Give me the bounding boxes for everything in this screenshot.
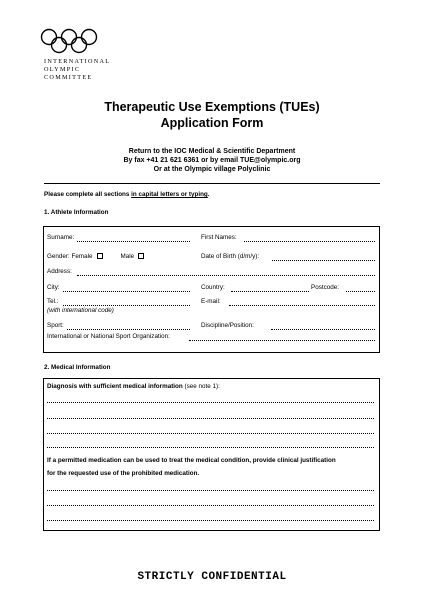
address-label: Address:: [47, 268, 72, 275]
first-names-label: First Names:: [201, 234, 237, 241]
sport-label: Sport:: [47, 322, 64, 329]
instructions: [44, 191, 210, 199]
org-name-line3: COMMITTEE: [44, 74, 93, 82]
diagnosis-line[interactable]: [47, 418, 374, 419]
sport-field[interactable]: [67, 329, 190, 330]
postcode-field[interactable]: [346, 291, 375, 292]
form-subtitle: Application Form: [160, 116, 264, 130]
olympic-rings-logo: [40, 28, 98, 54]
justification-line[interactable]: [47, 520, 374, 521]
sport-org-field[interactable]: [189, 340, 375, 341]
female-checkbox[interactable]: [97, 253, 103, 259]
section2-heading: 2. Medical Information: [44, 364, 111, 371]
diagnosis-label: [47, 383, 220, 391]
diagnosis-bold: Diagnosis with sufficient medical information: [47, 383, 183, 390]
justification-line2: for the requested use of the prohibited medication.: [47, 470, 200, 477]
email-label: E-mail:: [201, 298, 221, 305]
gender-male-label: Male: [120, 253, 135, 260]
discipline-label: Discipline/Position:: [201, 322, 254, 329]
country-label: Country:: [201, 284, 225, 291]
tel-label: Tel.:: [47, 298, 59, 305]
discipline-field[interactable]: [271, 329, 375, 330]
city-field[interactable]: [63, 291, 190, 292]
postcode-label: Postcode:: [311, 284, 340, 291]
gender-row: [47, 253, 144, 261]
instructions-emphasis: in capital letters or typing: [131, 191, 208, 198]
country-field[interactable]: [231, 291, 309, 292]
dob-field[interactable]: [272, 260, 375, 261]
confidential-footer: STRICTLY CONFIDENTIAL: [137, 571, 287, 583]
athlete-info-box: [43, 226, 380, 353]
tel-field[interactable]: [63, 305, 190, 306]
org-name: [44, 58, 110, 83]
diagnosis-line[interactable]: [47, 433, 374, 434]
email-field[interactable]: [229, 305, 375, 306]
diagnosis-line[interactable]: [47, 402, 374, 403]
instructions-prefix: Please complete all sections: [44, 191, 132, 198]
return-line1: Return to the IOC Medical & Scientific Department: [128, 148, 296, 155]
tel-note: (with international code): [47, 307, 114, 314]
sport-org-label: International or National Sport Organization:: [47, 333, 170, 340]
justification-line[interactable]: [47, 490, 374, 491]
city-label: City:: [47, 284, 60, 291]
male-checkbox[interactable]: [138, 253, 144, 259]
section1-heading: 1. Athlete Information: [44, 209, 109, 216]
org-name-line1: INTERNATIONAL: [44, 58, 111, 65]
surname-field[interactable]: [77, 241, 190, 242]
gender-female-label: Gender: Female: [47, 253, 93, 260]
form-title: Therapeutic Use Exemptions (TUEs): [104, 100, 320, 114]
surname-label: Surname:: [47, 234, 75, 241]
divider: [44, 183, 380, 184]
org-name-line2: OLYMPIC: [44, 66, 81, 74]
return-line2: By fax +41 21 621 6361 or by email TUE@olympic.org: [123, 157, 301, 164]
return-line3: Or at the Olympic village Polyclinic: [153, 166, 271, 173]
address-field[interactable]: [77, 275, 375, 276]
first-names-field[interactable]: [244, 241, 375, 242]
justification-line[interactable]: [47, 505, 374, 506]
instructions-suffix: .: [207, 191, 210, 198]
diagnosis-note: (see note 1):: [182, 383, 220, 390]
justification-line1: If a permitted medication can be used to treat the medical condition, provide clinical justification: [47, 457, 336, 464]
medical-info-box: [43, 378, 380, 531]
diagnosis-line[interactable]: [47, 447, 374, 448]
dob-label: Date of Birth (d/m/y):: [201, 253, 260, 260]
